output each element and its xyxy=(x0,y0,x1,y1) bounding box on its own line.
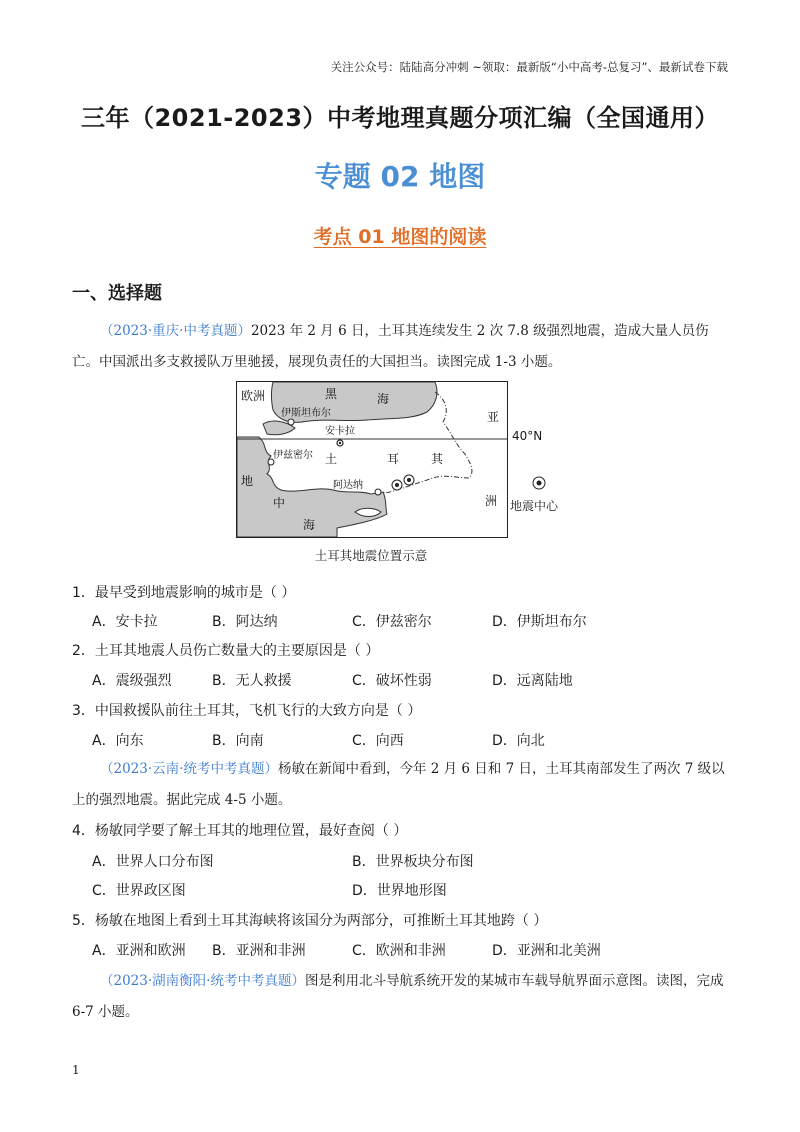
option[interactable]: C．破坏性弱 xyxy=(352,673,432,689)
option[interactable]: B．亚洲和非洲 xyxy=(212,943,306,959)
label-izmir: 伊兹密尔 xyxy=(273,450,313,461)
option[interactable]: A．世界人口分布图 xyxy=(92,854,214,870)
header-note: 关注公众号：陆陆高分冲刺 ~领取：最新版“小中高考-总复习”、最新试卷下载 xyxy=(330,60,728,74)
question-5-stem: 5．杨敏在地图上看到土耳其海峡将该国分为两部分，可推断土耳其地跨（ ） xyxy=(72,913,548,929)
label-ankara: 安卡拉 xyxy=(325,426,355,437)
label-tu: 土 xyxy=(325,452,338,466)
option[interactable]: D．向北 xyxy=(492,733,545,749)
point-title-text: 考点 01 地图的阅读 xyxy=(313,226,487,248)
question-2-stem: 2．土耳其地震人员伤亡数量大的主要原因是（ ） xyxy=(72,643,380,659)
label-zhou: 洲 xyxy=(485,494,498,508)
ankara-dot-center xyxy=(339,442,341,444)
map-caption: 土耳其地震位置示意 xyxy=(314,548,428,563)
question-3-stem: 3．中国救援队前往土耳其，飞机飞行的大致方向是（ ） xyxy=(72,703,422,719)
intro-paragraph-3 xyxy=(72,966,732,1028)
epicenter-2-inner xyxy=(407,478,411,482)
option[interactable]: C．世界政区图 xyxy=(92,883,186,899)
option[interactable]: A．向东 xyxy=(92,733,144,749)
page-number: 1 xyxy=(72,1063,80,1077)
label-sea: 海 xyxy=(377,392,390,406)
label-asia: 亚 xyxy=(487,410,500,424)
option[interactable]: C．向西 xyxy=(352,733,404,749)
question-1-stem: 1．最早受到地震影响的城市是（ ） xyxy=(72,585,296,601)
intro-paragraph-1 xyxy=(72,316,732,378)
intro-text: 杨敏在新闻中看到，今年 2 月 6 日和 7 日，土耳其南部发生了两次 7 级以上的强烈地震。据此完成 4-5 小题。 xyxy=(72,761,725,808)
source-tag: （2023·重庆·中考真题） xyxy=(100,323,251,339)
option[interactable]: A．亚洲和欧洲 xyxy=(92,943,186,959)
label-adana: 阿达纳 xyxy=(333,480,363,491)
source-tag: （2023·湖南衡阳·统考中考真题） xyxy=(100,973,305,989)
turkey-earthquake-map xyxy=(236,381,508,538)
option[interactable]: B．向南 xyxy=(212,733,264,749)
label-40n: 40°N xyxy=(512,429,543,443)
label-hai: 海 xyxy=(303,518,316,532)
legend-epicenter-label: 地震中心 xyxy=(510,499,559,513)
option[interactable]: A．震级强烈 xyxy=(92,673,172,689)
label-europe: 欧洲 xyxy=(241,389,266,403)
option[interactable]: D．远离陆地 xyxy=(492,673,573,689)
sub-title: 专题 02 地图 xyxy=(314,160,486,193)
legend-epicenter-icon xyxy=(531,475,547,491)
section-title: 一、选择题 xyxy=(72,283,162,304)
label-istanbul: 伊斯坦布尔 xyxy=(281,408,331,419)
intro-text: 2023 年 2 月 6 日，土耳其连续发生 2 次 7.8 级强烈地震，造成大量人员伤亡。中国派出多支救援队万里驰援，展现负责任的大国担当。读图完成 1-3 小题。 xyxy=(72,323,709,370)
source-tag: （2023·云南·统考中考真题） xyxy=(100,761,278,777)
option[interactable]: C．欧洲和非洲 xyxy=(352,943,446,959)
main-title: 三年（2021-2023）中考地理真题分项汇编（全国通用） xyxy=(80,104,720,132)
question-4-stem: 4．杨敏同学要了解土耳其的地理位置，最好查阅（ ） xyxy=(72,823,408,839)
intro-text: 图是利用北斗导航系统开发的某城市车载导航界面示意图。读图，完成 6-7 小题。 xyxy=(72,973,724,1020)
label-black: 黑 xyxy=(325,387,338,401)
option[interactable]: D．亚洲和北美洲 xyxy=(492,943,601,959)
option[interactable]: D．伊斯坦布尔 xyxy=(492,614,587,630)
adana-dot xyxy=(375,489,381,495)
option[interactable]: C．伊兹密尔 xyxy=(352,614,432,630)
point-title xyxy=(0,222,800,249)
label-er: 耳 xyxy=(387,452,400,466)
intro-paragraph-2 xyxy=(72,754,732,816)
epicenter-1-inner xyxy=(395,483,399,487)
option[interactable]: B．无人救援 xyxy=(212,673,292,689)
label-di: 地 xyxy=(241,474,254,488)
option[interactable]: D．世界地形图 xyxy=(352,883,447,899)
option[interactable]: A．安卡拉 xyxy=(92,614,158,630)
option[interactable]: B．世界板块分布图 xyxy=(352,854,474,870)
istanbul-dot xyxy=(288,419,294,425)
label-zhong: 中 xyxy=(273,496,286,510)
label-qi: 其 xyxy=(431,452,444,466)
option[interactable]: B．阿达纳 xyxy=(212,614,278,630)
